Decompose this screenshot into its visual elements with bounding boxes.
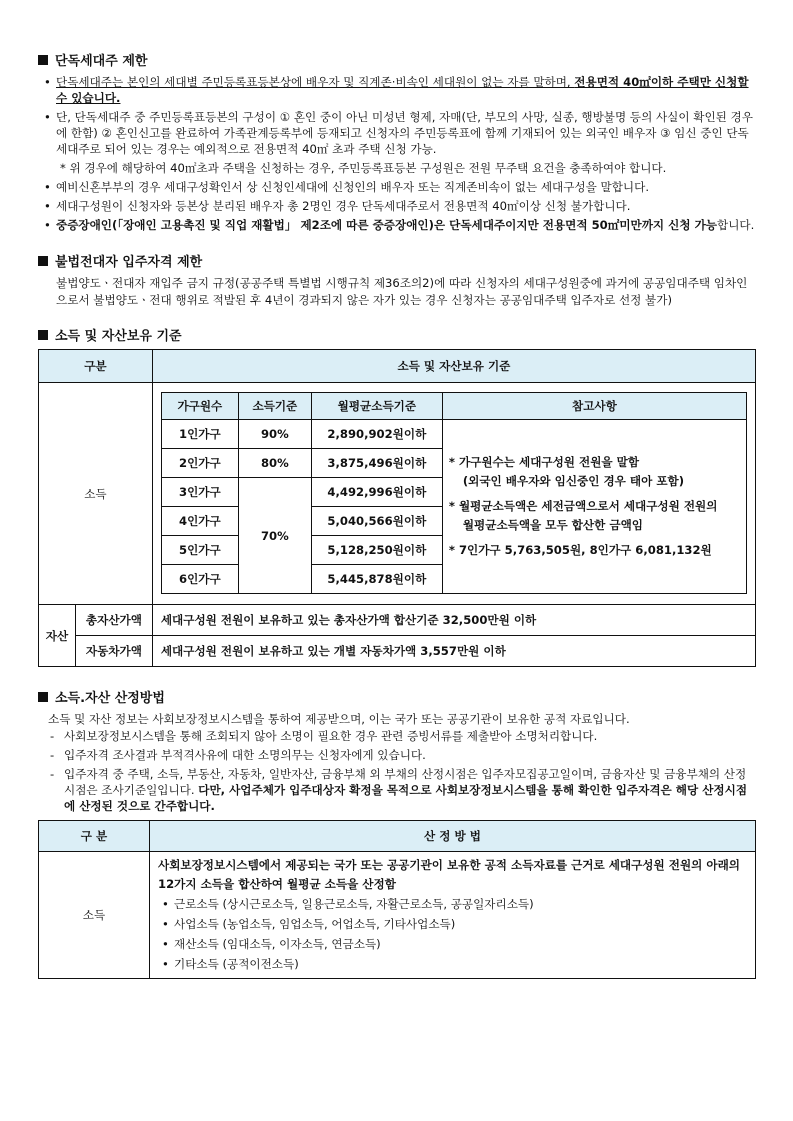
inner-header: 소득기준 (238, 393, 311, 420)
asset-row-label: 자산 (39, 605, 76, 667)
rule-item: • 단독세대주는 본인의 세대별 주민등록표등본상에 배우자 및 직계존·비속인 세대원이 없는 자를 말하며, 전용면적 40㎡이하 주택만 신청할 수 있습니다. (38, 74, 756, 106)
document-page (38, 50, 756, 979)
income-criteria-cell (152, 383, 755, 605)
car-asset-text: 세대구성원 전원이 보유하고 있는 개별 자동차가액 3,557만원 이하 (152, 636, 755, 667)
method-lead: 사회보장정보시스템에서 제공되는 국가 또는 공공기관이 보유한 공적 소득자료를 근거로 세대구성원 전원의 아래의 12가지 소득을 합산하여 월평균 소득을 산정함 (158, 858, 740, 891)
square-bullet-icon (38, 692, 48, 702)
inner-header: 가구원수 (161, 393, 238, 420)
rule-item: - 입주자격 중 주택, 소득, 부동산, 자동차, 일반자산, 금융부채 외 부채의 산정시점은 입주자모집공고일이며, 금융자산 및 금융부채의 산정시점은 조사기준일입니다. 다만, 사업주체가 입주대상자 확정을 목적으로 사회보장정보시스템을 통해 확인한 입주자격은 해당 산정시점에 산정된 것으로 간주합니다. (38, 766, 756, 814)
income-inner-table (161, 392, 747, 594)
rule-item: - 입주자격 조사결과 부적격사유에 대한 소명의무는 신청자에게 있습니다. (38, 747, 756, 763)
table-row: 5인가구 5,128,250원이하 (161, 536, 746, 565)
header-method: 산 정 방 법 (150, 821, 756, 852)
income-asset-table (38, 349, 756, 667)
single-household-rules (38, 74, 756, 233)
table-row: 4인가구 5,040,566원이하 (161, 507, 746, 536)
rule-item: • 중증장애인(「장애인 고용촉진 및 직업 재활법」 제2조에 따른 중증장애인)은 단독세대주이지만 전용면적 50㎡미만까지 신청 가능합니다. (38, 217, 756, 233)
square-bullet-icon (38, 55, 48, 65)
list-item: • 사업소득 (농업소득, 임업소득, 어업소득, 기타사업소득) (158, 914, 747, 934)
inner-header: 참고사항 (442, 393, 746, 420)
car-asset-label: 자동차가액 (76, 636, 153, 667)
illegal-sublease-text: 불법양도ㆍ전대자 재입주 금지 규정(공공주택 특별법 시행규칙 제36조의2)에 따라 신청자의 세대구성원중에 과거에 공공임대주택 임차인으로서 불법양도ㆍ전대 행위로 적발된 후 4년이 경과되지 않은 자가 있는 경우 신청자는 공공임대주택 입주자로 선정 불가) (56, 276, 748, 307)
header-category: 구분 (39, 350, 153, 383)
square-bullet-icon (38, 330, 48, 340)
inner-header: 월평균소득기준 (311, 393, 442, 420)
table-row: 2인가구 80% 3,875,496원이하 (161, 449, 746, 478)
rule-item: - 사회보장정보시스템을 통해 조회되지 않아 소명이 필요한 경우 관련 증빙서류를 제출받아 소명처리합니다. (38, 728, 756, 744)
calculation-intro: 소득 및 자산 정보는 사회보장정보시스템을 통하여 제공받으며, 이는 국가 또는 공공기관이 보유한 공적 자료입니다. (48, 712, 630, 726)
rule-note: * 위 경우에 해당하여 40㎡초과 주택을 신청하는 경우, 주민등록표등본 구성원은 전원 무주택 요건을 충족하여야 합니다. (60, 161, 667, 175)
calculation-method-table (38, 820, 756, 979)
section-illegal-sublease-title: 불법전대자 입주자격 제한 (38, 251, 756, 270)
list-item: • 근로소득 (상시근로소득, 일용근로소득, 자활근로소득, 공공일자리소득) (158, 894, 747, 914)
square-bullet-icon (38, 256, 48, 266)
rule-item: • 세대구성원이 신청자와 등본상 분리된 배우자 총 2명인 경우 단독세대주로서 전용면적 40㎡이상 신청 불가합니다. (38, 198, 756, 214)
table-row: 1인가구 90% 2,890,902원이하 * 가구원수는 세대구성원 전원을 말함 (외국인 배우자와 임신중인 경우 태아 포함) * 월평균소득액은 세전금액으로서 세대구성원 전원의 월평균소득액을 모두 합산한 금액임 * 7인가구 5,763,505원, 8인가구 6,081,132원 (161, 420, 746, 449)
header-criteria: 소득 및 자산보유 기준 (152, 350, 755, 383)
section-income-asset-title: 소득 및 자산보유 기준 (38, 325, 756, 344)
income-row-label: 소득 (39, 852, 150, 979)
calculation-rules (38, 728, 756, 814)
income-row-label: 소득 (39, 383, 153, 605)
income-method-cell (150, 852, 756, 979)
income-types-list (158, 894, 747, 974)
total-asset-text: 세대구성원 전원이 보유하고 있는 총자산가액 합산기준 32,500만원 이하 (152, 605, 755, 636)
section-calculation-method-title: 소득.자산 산정방법 (38, 687, 756, 706)
table-row: 3인가구 70% 4,492,996원이하 (161, 478, 746, 507)
rule-item: • 단, 단독세대주 중 주민등록표등본의 구성이 ① 혼인 중이 아닌 미성년 형제, 자매(단, 부모의 사망, 실종, 행방불명 등의 사실이 확인된 경우에 한함) ② 혼인신고를 완료하여 가족관계등록부에 등재되고 신청자의 주민등록표에 함께 기재되어 있는 외국인 배우자 ③ 임신 중인 단독세대주로 되어 있는 경우는 예외적으로 전용면적 40㎡ 초과 주택 신청 가능. (38, 109, 756, 157)
table-row: 6인가구 5,445,878원이하 (161, 565, 746, 594)
header-category: 구 분 (39, 821, 150, 852)
rule-item: • 예비신혼부부의 경우 세대구성확인서 상 신청인세대에 신청인의 배우자 또는 직계존비속이 없는 세대구성을 말합니다. (38, 179, 756, 195)
total-asset-label: 총자산가액 (76, 605, 153, 636)
list-item: • 기타소득 (공적이전소득) (158, 954, 747, 974)
section-single-household-title: 단독세대주 제한 (38, 50, 756, 69)
list-item: • 재산소득 (임대소득, 이자소득, 연금소득) (158, 934, 747, 954)
reference-notes: * 가구원수는 세대구성원 전원을 말함 (외국인 배우자와 임신중인 경우 태아 포함) * 월평균소득액은 세전금액으로서 세대구성원 전원의 월평균소득액을 모두 합산한 금액임 * 7인가구 5,763,505원, 8인가구 6,081,132원 (442, 420, 746, 594)
